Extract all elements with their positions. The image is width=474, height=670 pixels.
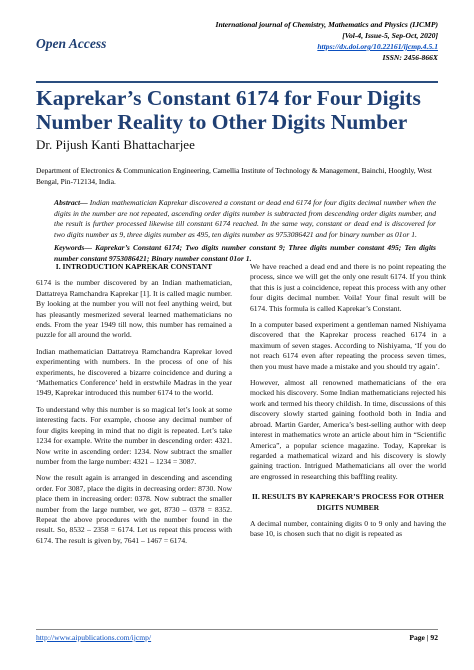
page-header xyxy=(0,0,474,90)
journal-name: International journal of Chemistry, Mathematics and Physics (IJCMP) xyxy=(215,20,438,29)
body-paragraph: A decimal number, containing digits 0 to 9 only and having the base 10, is chosen such that no digit is repeated as xyxy=(250,518,446,539)
keywords-label: Keywords— xyxy=(54,243,92,253)
keywords-text: Kaprekar’s Constant 6174; Two digits number constant 9; Three digits number constant 495; Ten digits number constant 9753086421; Binary number constant 01or 1. xyxy=(54,243,436,263)
footer-divider xyxy=(36,629,438,630)
journal-volume: [Vol-4, Issue-5, Sep-Oct, 2020] xyxy=(342,31,438,40)
section-heading-introduction: I. INTRODUCTION KAPREKAR CONSTANT xyxy=(55,262,213,271)
doi-link[interactable]: https://dx.doi.org/10.22161/ijcmp.4.5.1 xyxy=(317,42,438,51)
page-number: Page | 92 xyxy=(409,633,438,642)
abstract-paragraph xyxy=(54,198,436,240)
body-paragraph: Now the result again is arranged in descending and ascending order. For 3087, place the digits in decreasing order: 8730. Now place them in increasing order: 0378. Now subtract the smaller number from the large number, we get, 8730 – 0378 = 8352. Repeat the above procedures with the number found in the result. So, 8532 – 2358 = 6174. Let us repeat this process with 6174. The result is given by, 7641 – 1467 = 6174. xyxy=(36,473,232,545)
right-column xyxy=(250,262,446,546)
author-name: Dr. Pijush Kanti Bhattacharjee xyxy=(36,137,195,152)
body-paragraph: In a computer based experiment a gentleman named Nishiyama discovered that the Kaprekar process reached 6174 in a maximum of seven stages. According to Nishiyama, ‘If you do not reach 6174 even after repeating the process seven times, then you must have made a mistake and you should try again’. xyxy=(250,320,446,371)
body-paragraph: 6174 is the number discovered by an Indian mathematician, Dattatreya Ramchandra Kaprekar [1]. It is called magic number. By looking at the number you will not feel anything weird, but has pleasantly mesmerized several learned mathematicians no ends. From the year 1949 till now, this number has remained a puzzle for all around the world. xyxy=(36,278,232,340)
body-paragraph: Indian mathematician Dattatreya Ramchandra Kaprekar loved experimenting with numbers. In the process of one of his experiments, he discovered a bizarre coincidence and during a ‘Mathematics Conference’ held in erstwhile Madras in the year 1949, Kaprekar introduced this number 6174 to the world. xyxy=(36,346,232,398)
body-paragraph: We have reached a dead end and there is no point repeating the process, since we will get the only one result 6174. If you think that this is just a coincidence, repeat this process with any other four digits decimal number. Voila! Your final result will be 6174. This formula is called Kaprekar’s Constant. xyxy=(250,262,446,313)
author-affiliation: Department of Electronics & Communication Engineering, Camellia Institute of Technology & Management, Bainchi, Hooghly, West Bengal, Pin-712134, India. xyxy=(36,166,432,186)
abstract-section xyxy=(54,198,436,265)
body-paragraph: To understand why this number is so magical let’s look at some interesting facts. For example, choose any decimal number of four digits keeping in mind that no digit is repeated. Let’s take 1234 for example. Write the number in descending order: 4321. Now write in ascending order: 1234. Now subtract the smaller number from the large number: 4321 – 1234 = 3087. xyxy=(36,404,232,466)
footer-url-link[interactable]: http://www.aipublications.com/ijcmp/ xyxy=(36,633,152,642)
journal-info xyxy=(168,19,438,63)
section-heading-results: II. RESULTS BY KAPREKAR’S PROCESS FOR OTHER DIGITS NUMBER xyxy=(251,492,445,512)
header-divider xyxy=(36,81,438,83)
abstract-label: Abstract— xyxy=(54,198,88,207)
body-paragraph: However, almost all renowned mathematicians of the era mocked his discovery. Some Indian mathematicians rejected his work and termed his theory childish. In time, discussions of this discovery slowly started gaining foothold both in India and abroad. Martin Garder, America’s best-selling author with deep interest in mathematics wrote an article about him in “Scientific America”, a popular science magazine. Today, Kaprekar is regarded a mathematical wizard and his discovery is slowly gaining traction. Intrigued Mathematicians all over the world are engrossed in researching this baffling reality. xyxy=(250,378,446,481)
issn: ISSN: 2456-866X xyxy=(382,53,438,62)
left-column xyxy=(36,262,232,552)
open-access-label: Open Access xyxy=(36,36,107,51)
abstract-text: Indian mathematician Kaprekar discovered a constant or dead end 6174 for four digits decimal number when the digits in the number are not repeated, ascending order digits number is subtracted from descending order digits number, and the result is further processed likewise till constant 6174 reached. In the same way, constant or dead end is discovered for two digits number as 9, three digits number as 495, ten digits number as 9753086421 and for binary number as 01or 1. xyxy=(54,198,436,239)
paper-title: Kaprekar’s Constant 6174 for Four Digits Number Reality to Other Digits Number xyxy=(36,86,421,134)
